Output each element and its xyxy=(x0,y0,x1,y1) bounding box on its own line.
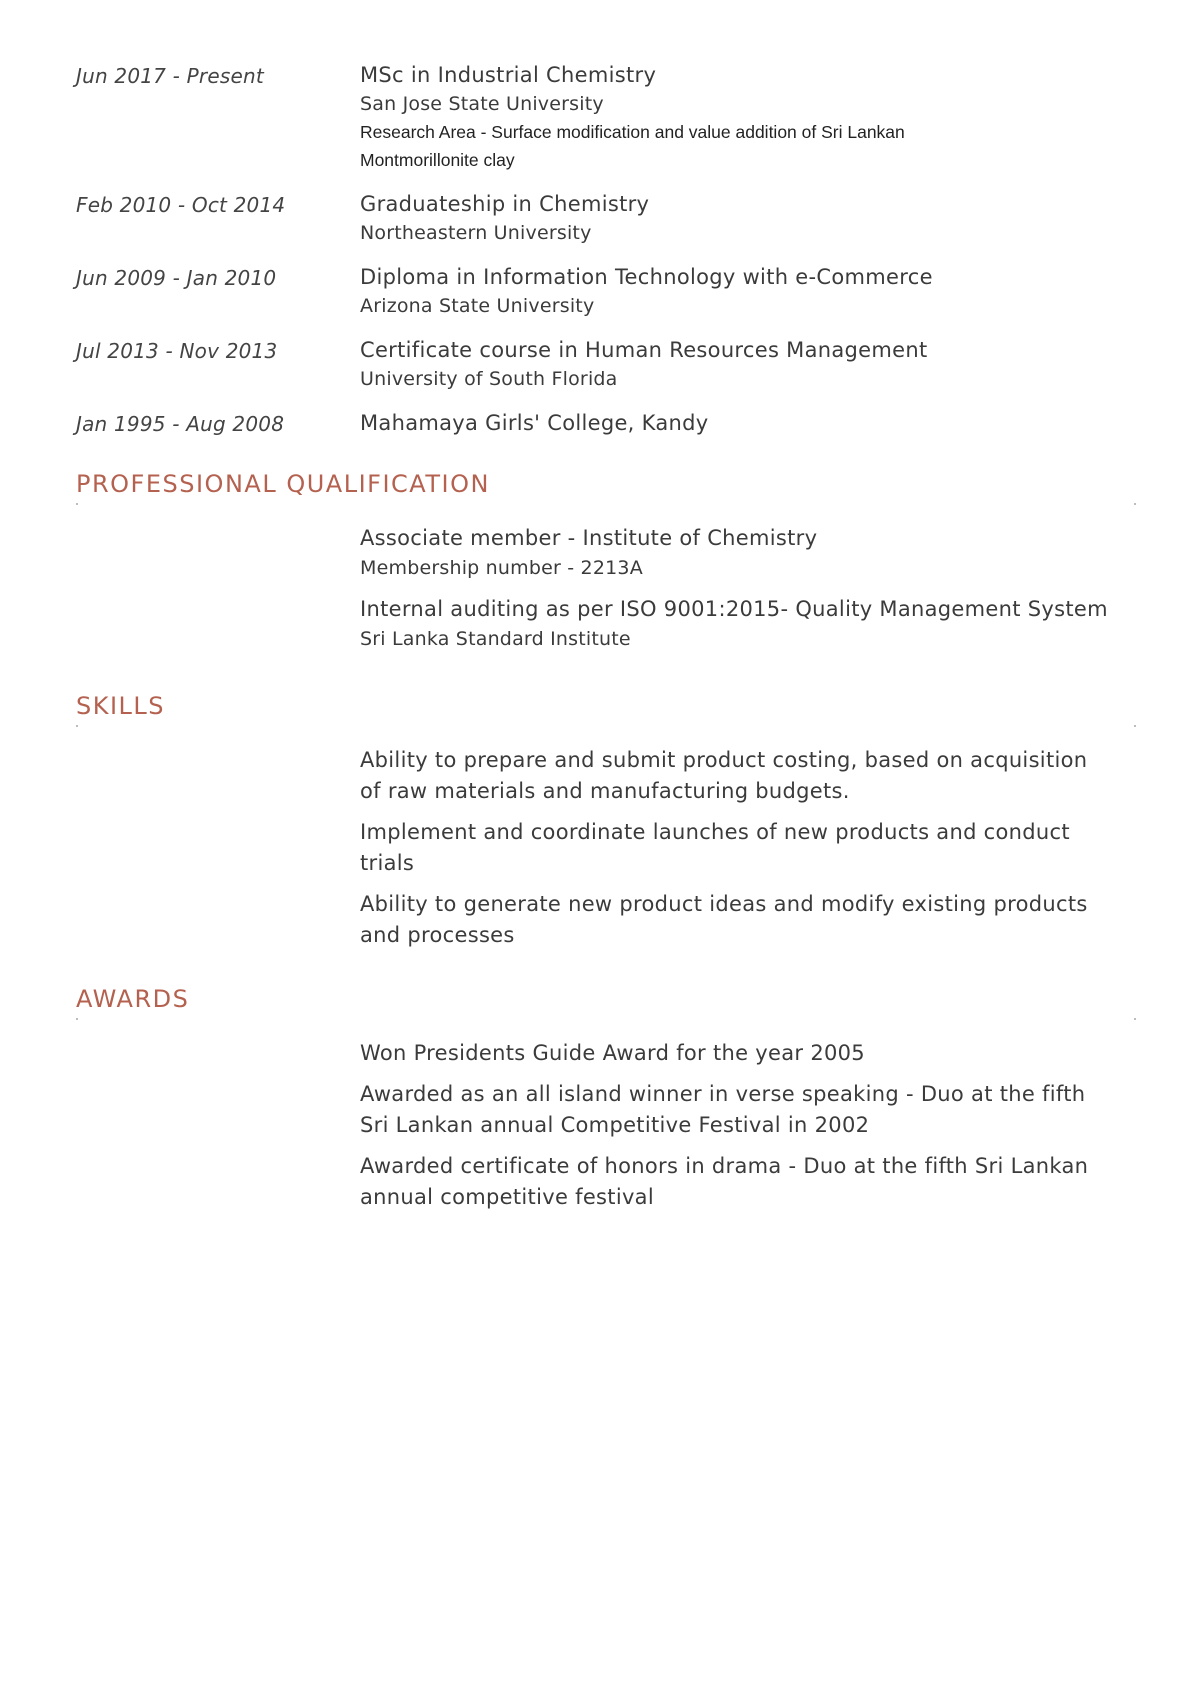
education-note: Research Area - Surface modification and value addition of Sri Lankan xyxy=(360,122,905,142)
education-date: Jan 1995 - Aug 2008 xyxy=(76,412,285,436)
section-heading: SKILLS xyxy=(76,692,166,720)
qualification-item xyxy=(360,523,1136,582)
education-institution: Arizona State University xyxy=(360,295,595,317)
awards-list xyxy=(360,1038,1136,1213)
education-title: Certificate course in Human Resources Management xyxy=(360,338,928,362)
award-item xyxy=(360,1151,1136,1213)
section-divider xyxy=(76,501,1136,509)
education-date: Feb 2010 - Oct 2014 xyxy=(76,193,286,217)
education-details xyxy=(360,262,1136,320)
award-text-line: annual competitive festival xyxy=(360,1185,654,1209)
skill-text-line: of raw materials and manufacturing budgets. xyxy=(360,779,850,803)
qualification-item xyxy=(360,594,1136,653)
education-title: MSc in Industrial Chemistry xyxy=(360,63,657,87)
skill-text-line: Ability to generate new product ideas and modify existing products xyxy=(360,892,1088,916)
divider-dot xyxy=(1134,725,1136,727)
education-entry xyxy=(76,189,1136,247)
education-title: Diploma in Information Technology with e-Commerce xyxy=(360,265,933,289)
education-details xyxy=(360,408,1136,438)
qualification-title: Internal auditing as per ISO 9001:2015- Quality Management System xyxy=(360,597,1108,621)
education-entry xyxy=(76,60,1136,174)
education-date: Jul 2013 - Nov 2013 xyxy=(76,339,278,363)
divider-dot xyxy=(76,1018,78,1020)
skill-text-line: trials xyxy=(360,851,415,875)
section-heading: PROFESSIONAL QUALIFICATION xyxy=(76,470,490,498)
awards-section xyxy=(76,982,1136,1223)
divider-dot xyxy=(1134,503,1136,505)
skill-item xyxy=(360,889,1136,951)
award-text-line: Awarded as an all island winner in verse speaking - Duo at the fifth xyxy=(360,1082,1086,1106)
qualification-detail: Membership number - 2213A xyxy=(360,557,643,579)
section-heading: AWARDS xyxy=(76,985,190,1013)
skill-item xyxy=(360,745,1136,807)
skill-item xyxy=(360,817,1136,879)
skills-list xyxy=(360,745,1136,951)
award-text-line: Awarded certificate of honors in drama - Duo at the fifth Sri Lankan xyxy=(360,1154,1089,1178)
qualification-title: Associate member - Institute of Chemistry xyxy=(360,526,818,550)
education-details xyxy=(360,60,1136,174)
divider-dot xyxy=(76,725,78,727)
professional-qualification-section xyxy=(76,467,1136,665)
education-institution: University of South Florida xyxy=(360,368,618,390)
qualification-list xyxy=(360,523,1136,653)
qualification-detail: Sri Lanka Standard Institute xyxy=(360,628,631,650)
divider-dot xyxy=(1134,1018,1136,1020)
education-entry xyxy=(76,262,1136,320)
section-divider xyxy=(76,1016,1136,1024)
skill-text-line: Ability to prepare and submit product costing, based on acquisition xyxy=(360,748,1088,772)
section-divider xyxy=(76,723,1136,731)
education-entry xyxy=(76,335,1136,393)
skill-text-line: Implement and coordinate launches of new products and conduct xyxy=(360,820,1070,844)
education-details xyxy=(360,189,1136,247)
skills-section xyxy=(76,689,1136,961)
education-institution: San Jose State University xyxy=(360,93,604,115)
education-note: Montmorillonite clay xyxy=(360,150,515,170)
divider-dot xyxy=(76,503,78,505)
award-item xyxy=(360,1079,1136,1141)
education-entry xyxy=(76,408,1136,438)
award-text-line: Sri Lankan annual Competitive Festival in 2002 xyxy=(360,1113,870,1137)
education-details xyxy=(360,335,1136,393)
education-title: Mahamaya Girls' College, Kandy xyxy=(360,411,709,435)
education-title: Graduateship in Chemistry xyxy=(360,192,650,216)
education-date: Jun 2009 - Jan 2010 xyxy=(76,266,277,290)
award-item xyxy=(360,1038,1136,1069)
award-text-line: Won Presidents Guide Award for the year 2005 xyxy=(360,1041,865,1065)
education-list xyxy=(76,60,1136,453)
skill-text-line: and processes xyxy=(360,923,515,947)
education-institution: Northeastern University xyxy=(360,222,592,244)
education-date: Jun 2017 - Present xyxy=(76,64,264,88)
